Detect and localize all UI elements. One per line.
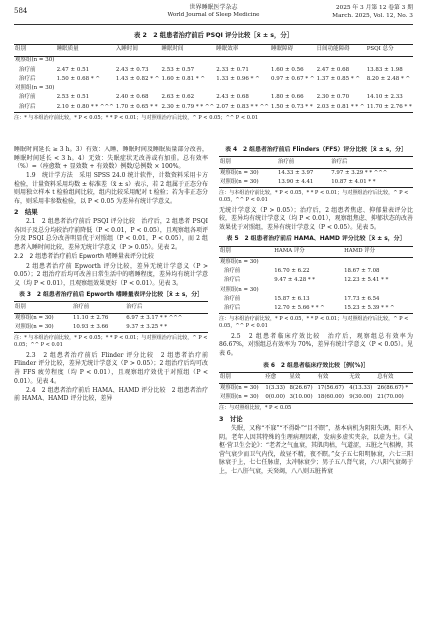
table-cell: 10.93 ± 3.66 [72,323,125,333]
table-cell-empty [270,56,316,66]
column-header: PSQI 总分 [366,44,413,56]
table-cell: 0(0.00) [264,393,288,403]
table-cell: 8.20 ± 2.48 * ^ [366,75,411,82]
table-row [219,295,413,304]
table-row [14,103,413,113]
table-cell: 2.30 ± 0.70 [316,94,350,101]
table-cell: 8(26.67) [289,385,313,392]
table-cell-empty [343,286,413,295]
table-cell: 21(70.00) [376,393,413,403]
column-header: 睡眠效率 [215,44,270,56]
column-header: 组别 [219,246,273,258]
column-header: 治疗后 [125,302,208,314]
table-cell: 2.47 ± 0.51 [56,66,90,73]
row-label: 治疗后 [14,103,56,113]
table-cell-empty [215,56,270,66]
row-label: 治疗后 [19,75,36,82]
table-cell: 2.63 ± 0.62 [161,94,195,101]
table-cell-empty [343,258,413,268]
table-4-grid [219,156,413,188]
table-cell-empty [115,56,161,66]
column-header: 有效 [316,372,348,384]
column-header: HAMD 评分 [343,246,413,258]
paragraph-result-2-5: 2.5 2 组患者临床疗效比较 治疗后，观察组总有效率为 86.67%，对照组总有效率为 70%，差异有统计学意义（P < 0.05）。见表 6。 [219,332,413,357]
table-cell: 9.47 ± 4.28 * * [274,277,315,284]
table-cell-empty [366,56,413,66]
paragraph-efficacy-criteria: 睡眠时间延长 ≥ 3 h。3）有效：入睡、睡眠时间及睡眠质量部分改善，睡眠时间延长 < 3 h。4）无效：失眠症状无改善或有加重。总有效率（%）=（痊愈数 + 显效数 + 有效数）例数/总例数 × 100%。 [14,146,208,171]
journal-title-en: World Journal of Sleep Medicine [167,12,260,19]
table-cell: 2.30 ± 0.79 * * ^^ [161,103,216,113]
table-cell: 2.43 ± 0.73 [115,66,149,73]
table-6-note: 注：与对照组比较，* P < 0.05 [219,405,292,412]
table-cell: 2.33 ± 0.71 [216,66,249,73]
paragraph-discussion: 失眠，又称“不寐”“不得卧”“目不瞑”，基本病机为阴阳失调，阳不入阴。老年人因其特殊的生理病理因素，发病多虚实夹杂，以虚为主。《灵枢·营卫生会论》：“老者之气血衰，其肌肉枯，气道涩，五脏之气相搏，其营气衰少而卫气内伐，故昼不精，夜不瞑。”女子五七阳明脉衰，六七三阳脉衰于上，七七任脉虚，太冲脉衰少；男子五八肾气衰，六八阳气衰竭于上，七八肝气衰，天癸竭，八八则五脏皆衰 [219,425,413,475]
table-3-grid [14,301,208,333]
table-cell-empty [273,258,343,268]
table-row [219,178,413,188]
table-cell: 1.50 ± 0.68 * ^ [56,75,101,82]
right-column [219,146,413,623]
table-cell: 4(13.33) [349,385,373,392]
issue-date-en: March. 2025, Vol. 12, No. 3 [332,13,413,20]
table-cell: 18(60.00) [316,393,348,403]
column-header: HAMA 评分 [273,246,343,258]
row-label: 治疗后 [219,304,273,314]
column-header: 组别 [14,302,72,314]
column-header: 无效 [348,372,376,384]
group-row [219,286,413,295]
table-cell-empty [366,84,413,93]
column-header: 组别 [219,157,277,169]
table-cell: 13.90 ± 4.41 [277,178,330,188]
group-label: 对照组(n = 30) [15,85,55,92]
table-cell: 2.53 ± 0.57 [161,66,195,73]
table-cell: 1.60 ± 0.81 * ^ [161,75,205,82]
table-cell: 3(10.00) [289,393,317,403]
column-header: 总有效 [376,372,413,384]
row-label: 对照组(n = 30) [219,393,264,403]
paragraph-result-2-2: 2 组患者治疗前 Epworth 评分比较，差异无统计学意义（P > 0.05）；2 组治疗后均可改善日常生活中的嗜睡程度，差异均有统计学意义（均 P < 0.01），且观察组效果更好（P < 0.01）。见表 3。 [14,262,208,287]
table-row [219,267,413,276]
column-header: 组别 [219,372,264,384]
paragraph-statistics: 1.9 统计学方法 采用 SPSS 24.0 统计软件，计数资料采用卡方检验，计量资料采用均数 ± 标准差（x̄ ± s）表示，若 2 组属于正态分布则用独立样本 t 检验组间比较，组内比较采用配对 t 检验；若为非正态分布，则采用非参数检验，以 P < 0.05 为差异有统计学意义。 [14,172,208,205]
table-cell: 11.10 ± 2.76 [72,314,109,321]
table-5-caption: 表 5 2 组患者治疗前后 HAMA、HAMD 评分比较［x̄ ± s，分］ [226,236,406,243]
page-number: 584 [14,7,28,15]
table-cell: 2.53 ± 0.51 [56,94,90,101]
table-header-row [14,302,208,314]
table-6-caption: 表 6 2 组患者临床疗效比较［例(%)］ [262,362,370,369]
table-cell: 16.70 ± 6.22 [274,268,310,275]
table-row [219,384,413,394]
table-row [219,168,413,178]
column-header: 睡眠时间 [161,44,216,56]
table-cell: 12.23 ± 5.41 * * [344,277,389,284]
table-cell: 2.40 ± 0.68 [115,94,149,101]
table-cell-empty [56,84,115,93]
table-cell: 17(56.67) [317,385,344,392]
table-cell-empty [56,56,115,66]
table-cell: 12.70 ± 5.66 * * ^ [273,304,343,314]
paragraph-result-2-1: 2.1 2 组患者治疗前后 PSQI 评分比较 治疗后，2 组患者 PSQI 各因子及总分均较治疗前降低（P < 0.01，P < 0.05），且观察组各项评分及 PSQI 总分改善明显优于对照组（P < 0.01，P < 0.05），而 2 组患者入睡时间比较，差异无统计学意义（P > 0.05）。见表 2。 [14,218,208,251]
row-label: 治疗前 [224,268,241,275]
table-cell: 1.37 ± 0.85 * ^ [316,75,361,82]
table-6 [219,362,413,413]
row-label: 治疗后 [224,277,241,284]
table-5-grid [219,246,413,315]
table-6-grid [219,372,413,404]
table-cell: 1.50 ± 0.73 * * [270,103,316,113]
table-cell: 15.87 ± 6.13 [274,295,310,302]
table-cell: 26(86.67) * [377,385,409,392]
table-row [219,393,413,403]
table-cell: 1.60 ± 0.56 [270,66,304,73]
table-cell: 2.43 ± 0.68 [216,94,249,101]
section-heading-discussion: 3 讨论 [219,415,243,424]
group-row [219,258,413,268]
table-cell-empty [215,84,270,93]
table-cell: 1.70 ± 0.65 * * [115,103,161,113]
group-row [14,84,413,93]
table-3 [14,291,208,349]
table-2-grid [14,44,413,113]
table-row [14,75,413,84]
table-3-note: 注：* 与本组治疗前比较，* P < 0.05；* * P < 0.01；与对照组治疗后比较，^ P < 0.05；^^ P < 0.01 [14,334,208,348]
page-header [14,3,413,25]
column-header: 日间功能障碍 [316,44,366,56]
table-5-note: 注：与本组治疗前比较，* P < 0.05，* * P < 0.01；与对照组治疗后比较，^ P < 0.05，^^ P < 0.01 [219,315,409,329]
table-cell: 2.03 ± 0.81 * * ^ [316,103,366,113]
group-label: 对照组(n = 30) [220,286,259,293]
table-cell: 15.23 ± 5.39 * * ^ [343,304,413,314]
row-label: 对照组(n = 30) [219,178,277,188]
table-cell: 14.33 ± 3.97 [277,169,314,176]
section-heading-results: 2 结果 [14,208,38,217]
table-cell-empty [316,84,366,93]
table-cell: 1(3.33) [265,385,285,392]
subheading-2-2: 2.2 2 组患者治疗前后 Epworth 嗜睡量表评分比较 [14,253,154,261]
journal-title-cn: 世界睡眠医学杂志 [189,4,238,11]
table-2-caption: 表 2 2 组患者治疗前后 PSQI 评分比较［x̄ ± s，分］ [134,32,293,39]
table-2 [14,32,413,122]
table-header-row [14,44,413,56]
table-header-row [219,372,413,384]
table-cell: 1.80 ± 0.66 [270,94,304,101]
column-header: 治疗前 [277,157,330,169]
table-cell-empty [161,56,216,66]
table-header-row [219,246,413,258]
table-cell: 6.97 ± 3.17 * * ^^^ [126,314,183,321]
table-5 [219,235,413,330]
column-header: 治疗前 [72,302,125,314]
column-header: 睡眠质量 [56,44,115,56]
table-cell-empty [316,56,366,66]
table-cell: 9.37 ± 3.25 * * [125,323,208,333]
table-cell: 13.83 ± 1.98 [366,66,403,73]
table-cell-empty [273,286,343,295]
table-header-row [219,157,413,169]
issue-date-cn: 2025 年 3 月第 12 卷第 3 期 [335,5,413,11]
table-row [14,94,413,103]
table-cell: 18.67 ± 7.08 [344,268,380,275]
table-4 [219,146,413,204]
table-cell: 7.97 ± 3.29 * * ^^^ [331,169,388,176]
table-row [219,304,413,314]
table-row [14,66,413,75]
table-cell: 2.10 ± 0.80 * * ^^^ [56,103,115,113]
table-cell-empty [161,84,216,93]
table-cell: 0.97 ± 0.67 * ^ [270,75,315,82]
column-header: 入睡时间 [115,44,161,56]
table-row [14,313,208,323]
column-header: 睡眠障碍 [270,44,316,56]
table-cell: 9(30.00) [348,393,376,403]
paragraph-result-2-4: 2.4 2 组患者治疗前后 HAMA、HAMD 评分比较 2 组患者治疗前 HAMA、HAMD 评分比较，差异 [14,386,208,403]
issue-date [332,4,413,20]
table-cell-empty [115,84,161,93]
table-cell: 2.07 ± 0.83 * * ^^ [215,103,270,113]
table-cell: 17.73 ± 6.54 [344,295,380,302]
table-cell: 11.70 ± 2.76 * * [366,103,413,113]
paragraph-result-2-3: 2.3 2 组患者治疗前后 Flinder 评分比较 2 组患者治疗前 Flinder 评分比较，差异无统计学意义（P > 0.05）；2 组治疗后均可改善 FFS 疲劳程度（均 P < 0.01），且观察组疗效优于对照组（P < 0.01）。见表 4。 [14,351,208,385]
row-label: 对照组(n = 30) [14,323,72,333]
column-header: 治疗后 [330,157,413,169]
paragraph-result-2-4-cont: 无统计学意义（P > 0.05）；治疗后，2 组患者焦虑、抑郁量表评分比较，差异均有统计学意义（均 P < 0.01），观察组焦虑、抑郁状态的改善效果优于对照组，差异有统计学意义（P < 0.05）。见表 5。 [219,206,413,231]
table-4-caption: 表 4 2 组患者治疗前后 Flinders（FFS）评分比较［x̄ ± s，分］ [225,147,407,153]
row-label: 观察组(n = 30) [15,314,54,321]
table-cell: 10.87 ± 4.01 * * [330,178,413,188]
column-header: 痊愈 [264,372,288,384]
table-4-note: 注：与本组治疗前比较，* P < 0.05，* * P < 0.01；与对照组治疗后比较，^ P < 0.05，^^ P < 0.01 [219,189,409,203]
row-label: 观察组(n = 30) [220,385,259,392]
row-label: 治疗前 [224,295,241,302]
table-2-note: 注：* 与本组治疗前比较，* P < 0.05；* * P < 0.01；与对照组治疗后比较，^ P < 0.05；^^ P < 0.01 [14,114,259,121]
table-row [14,323,208,333]
table-3-caption: 表 3 2 组患者治疗前后 Epworth 嗜睡量表评分比较［x̄ ± s，分］ [18,292,204,299]
table-cell: 14.10 ± 2.33 [366,94,403,101]
table-cell-empty [270,84,316,93]
table-cell: 2.47 ± 0.68 [316,66,350,73]
group-row [14,56,413,66]
column-header: 组别 [14,44,56,56]
column-header: 显效 [289,372,317,384]
row-label: 治疗前 [19,66,36,73]
table-cell: 1.33 ± 0.96 * ^ [216,75,260,82]
row-label: 治疗前 [19,94,36,101]
row-label: 观察组(n = 30) [220,169,259,176]
left-column [14,146,208,623]
group-label: 观察组(n = 30) [220,259,259,266]
table-row [219,277,413,286]
group-label: 观察组(n = 30) [15,57,55,64]
table-cell: 1.43 ± 0.82 * ^ [115,75,160,82]
